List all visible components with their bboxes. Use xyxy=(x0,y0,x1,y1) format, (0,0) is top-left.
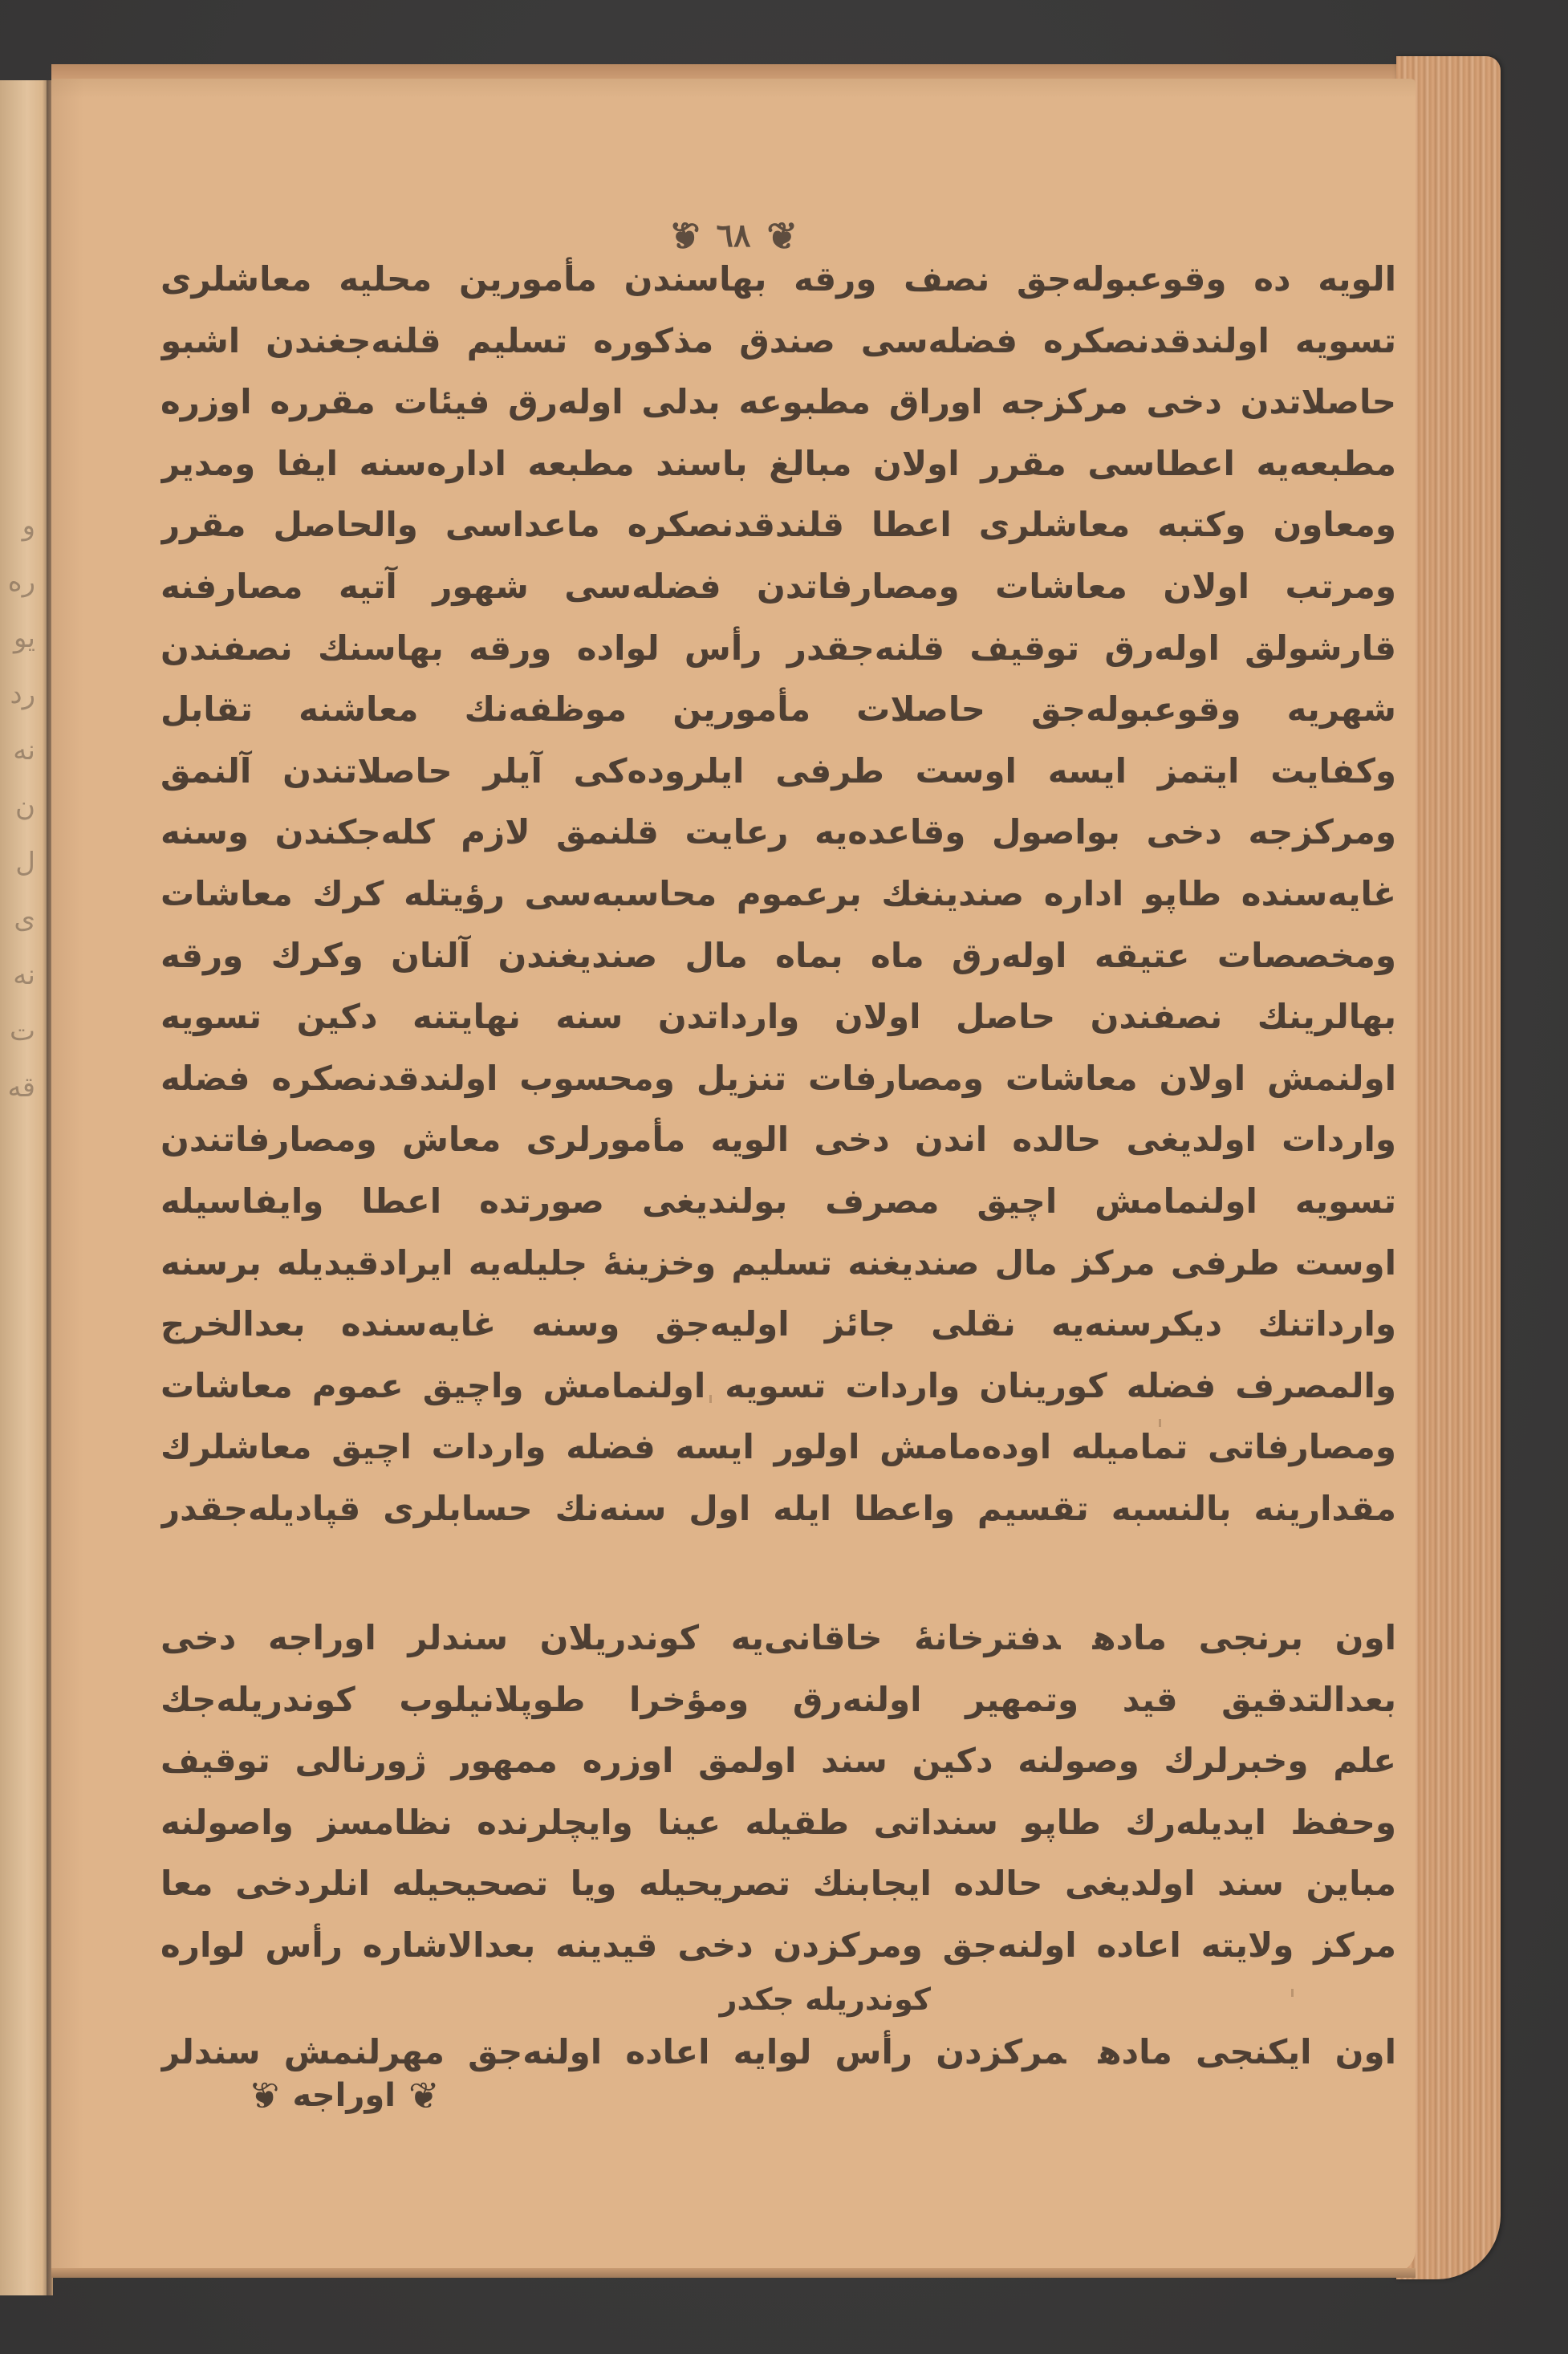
text-line: اوست طرفى مركز مال صنديغنه تسليم وخزينهٔ جليله‌يه ايرادقيديله برسنه xyxy=(160,1242,1396,1283)
facing-fragment: و xyxy=(22,510,35,542)
floral-ornament-icon: ❦ xyxy=(408,2074,440,2117)
article-12-first-line xyxy=(160,2022,1396,2084)
text-line: وحفظ ايديله‌رك طاپو سنداتى طقيله عينا وايچلرنده نظامسز واصولنه xyxy=(160,1802,1396,1842)
article-section xyxy=(160,1608,1396,2083)
text-line: وارداتنك ديكرسنه‌يه نقلى جائز اوليه‌جق وسنه غايه‌سنده بعدالخرج xyxy=(160,1304,1396,1344)
text-line: مطبعه‌يه اعطاسى مقرر اولان مبالغ باسند مطبعه اداره‌سنه ايفا ومدير xyxy=(160,443,1396,483)
text-line: وكفايت ايتمز ايسه اوست طرفى ايلروده‌كى آيلر حاصلاتندن آلنمق xyxy=(160,750,1396,791)
catchword xyxy=(249,2074,440,2117)
text-line: مقدارينه بالنسبه تقسيم واعطا ايله اول سنه‌نك حسابلرى قپاديله‌جقدر xyxy=(160,1488,1396,1528)
article-11-continuation: كوندريله جكدر xyxy=(719,1981,931,2017)
page-number-value: ٦٨ xyxy=(716,217,751,254)
text-line: ومخصصات عتيقه اوله‌رق ماه بماه مال صنديغندن آلنان وكرك ورقه xyxy=(160,935,1396,975)
page-bottom-edge xyxy=(51,2268,1416,2278)
facing-page-text xyxy=(3,498,35,1116)
floral-ornament-icon: ❦ xyxy=(668,213,701,258)
facing-fragment: رد xyxy=(10,678,35,710)
floral-ornament-icon: ❦ xyxy=(766,213,798,258)
facing-fragment: ل xyxy=(15,847,35,879)
text-line: اولنمش اولان معاشات ومصارفات تنزيل ومحسوب اولندقدنصكره فضله xyxy=(160,1058,1396,1098)
text-line: والمصرف فضله كورينان واردات تسويه اولنمامش واچيق عموم معاشات xyxy=(160,1365,1396,1405)
facing-page-edge xyxy=(0,80,50,2295)
facing-fragment: ت xyxy=(9,1015,35,1047)
facing-fragment: ن xyxy=(15,791,35,823)
text-line: واردات اولديغى حالده اندن دخى الويه مأمورلرى معاش ومصارفاتندن xyxy=(160,1120,1396,1160)
paper-speck xyxy=(1291,1989,1294,1997)
facing-fragment: ره xyxy=(7,566,35,598)
text-line: قارشولق اوله‌رق توقيف قلنه‌جقدر رأس لواده ورقه بهاسنك نصفندن xyxy=(160,628,1396,668)
text-line: الويه ده وقوعبوله‌جق نصف ورقه بهاسندن مأمورين محليه معاشلرى xyxy=(160,259,1396,299)
text-line: بهالرينك نصفندن حاصل اولان وارداتدن سنه نهايتنه دكين تسويه xyxy=(160,997,1396,1037)
text-line: دفترخانهٔ خاقانى‌يه كوندريلان سندلر اوراجه دخى xyxy=(160,1618,1061,1657)
paper-speck xyxy=(709,1395,712,1403)
text-line: بعدالتدقيق قيد وتمهير اولنه‌رق ومؤخرا طوپلانيلوب كوندريله‌جك xyxy=(160,1679,1396,1719)
facing-fragment: يو xyxy=(13,622,35,654)
text-line: ومعاون وكتبه معاشلرى اعطا قلندقدنصكره ماعداسى والحاصل مقرر xyxy=(160,505,1396,545)
article-11-first-line xyxy=(160,1608,1396,1669)
text-line: ومركزجه دخى بواصول وقاعده‌يه رعايت قلنمق لازم كله‌جكندن وسنه xyxy=(160,812,1396,852)
text-line: ومصارفاتى تماميله اوده‌مامش اولور ايسه فضله واردات اچيق معاشلرك xyxy=(160,1427,1396,1467)
text-line: شهريه وقوعبوله‌جق حاصلات مأمورين موظفه‌نك معاشنه تقابل xyxy=(160,689,1396,730)
text-line: تسويه اولندقدنصكره فضله‌سى صندق مذكوره تسليم قلنه‌جغندن اشبو xyxy=(160,320,1396,360)
text-line: مركز ولايته اعاده اولنه‌جق ومركزدن دخى قيدينه بعدالاشاره رأس لواره xyxy=(160,1925,1396,1965)
catchword-text: اوراجه xyxy=(292,2077,396,2114)
book-page xyxy=(51,79,1416,2274)
facing-fragment: قه xyxy=(7,1071,35,1104)
facing-fragment: نه xyxy=(13,734,35,766)
floral-ornament-icon: ❦ xyxy=(249,2074,280,2117)
text-line: حاصلاتدن دخى مركزجه اوراق مطبوعه بدلى اوله‌رق فيئات مقرره اوزره xyxy=(160,382,1396,422)
facing-fragment: ى xyxy=(14,903,35,935)
text-line: تسويه اولنمامش اچيق مصرف بولنديغى صورتده اعطا وايفاسيله xyxy=(160,1181,1396,1221)
text-line: مباين سند اولديغى حالده ايجابنك تصريحيله ويا تصحيحيله انلردخى معا xyxy=(160,1864,1396,1904)
article-11-heading: اون برنجى ماده xyxy=(1092,1618,1396,1657)
text-line: علم وخبرلرك وصولنه دكين سند اولمق اوزره ممهور ژورنالى توقيف xyxy=(160,1741,1396,1781)
facing-fragment: نه xyxy=(13,959,35,991)
article-12-heading: اون ايكنجى ماده xyxy=(1098,2031,1396,2071)
paragraph-main xyxy=(160,249,1396,1539)
paper-speck xyxy=(1159,1419,1161,1427)
text-line: مركزدن رأس لوايه اعاده اولنه‌جق مهرلنمش سندلر xyxy=(160,2031,1066,2071)
text-line: ومرتب اولان معاشات ومصارفاتدن فضله‌سى شهور آتيه مصارفنه xyxy=(160,566,1396,606)
text-line: غايه‌سنده طاپو اداره صندينغك برعموم محاسبه‌سى رؤيتله كرك معاشات xyxy=(160,873,1396,913)
